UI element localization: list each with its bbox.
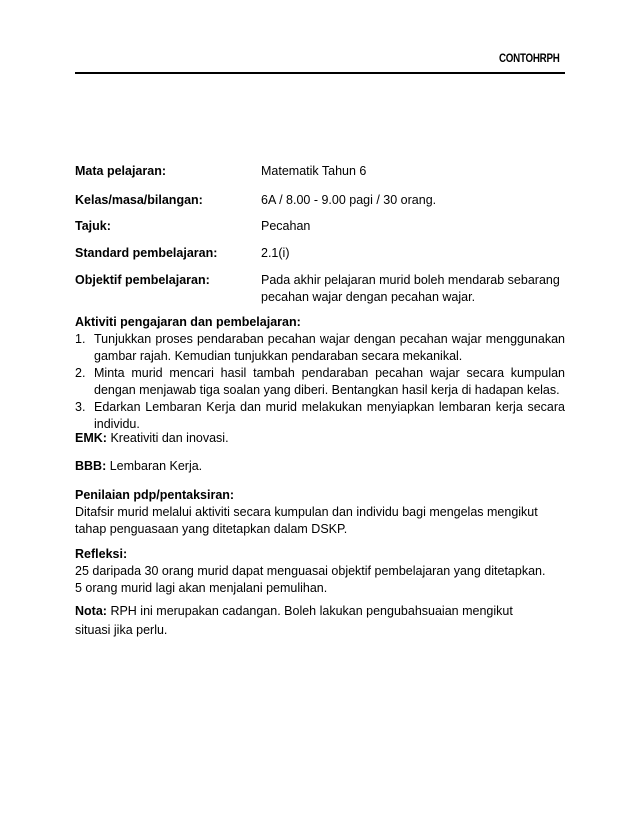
meta-value: Pada akhir pelajaran murid boleh mendarab sebarang pecahan wajar dengan pecahan wajar.	[261, 273, 560, 304]
activities-list	[75, 331, 565, 433]
list-item	[75, 365, 565, 399]
meta-key: Tajuk:	[75, 219, 111, 233]
header-rule	[75, 72, 565, 74]
note-text: RPH ini merupakan cadangan. Boleh lakukan pengubahsuaian mengikut situasi jika perlu.	[75, 604, 513, 637]
assessment-title: Penilaian pdp/pentaksiran:	[75, 488, 235, 502]
activities-section	[75, 314, 565, 433]
list-item	[75, 399, 565, 433]
emk-section	[75, 430, 565, 447]
assessment-line: Ditafsir murid melalui aktiviti secara kumpulan dan individu bagi mengelas mengikut	[75, 505, 538, 519]
list-item-number: 2.	[75, 366, 86, 380]
bbb-section	[75, 458, 565, 475]
list-item-number: 3.	[75, 400, 86, 414]
list-item-text: Minta murid mencari hasil tambah pendaraban pecahan wajar secara kumpulan dengan menjawab tiga soalan yang diberi. Bentangkan hasil kerja di hadapan kelas.	[94, 366, 565, 397]
reflection-line: 5 orang murid lagi akan menjalani pemulihan.	[75, 581, 328, 595]
list-item-number: 1.	[75, 332, 86, 346]
bbb-label: BBB:	[75, 459, 107, 473]
emk-label: EMK:	[75, 431, 107, 445]
meta-key: Mata pelajaran:	[75, 164, 167, 178]
meta-value: 2.1(i)	[261, 246, 290, 260]
meta-value: Pecahan	[261, 219, 311, 233]
note-label: Nota:	[75, 604, 107, 618]
header-label: CONTOHRPH	[499, 53, 560, 65]
bbb-text: Lembaran Kerja.	[109, 459, 203, 473]
meta-key: Kelas/masa/bilangan:	[75, 193, 203, 207]
assessment-line: tahap penguasaan yang ditetapkan dalam DSKP.	[75, 522, 348, 536]
list-item-text: Edarkan Lembaran Kerja dan murid melakukan menyiapkan lembaran kerja secara individu.	[94, 400, 565, 431]
note-section	[75, 602, 545, 640]
reflection-section	[75, 546, 565, 597]
reflection-title: Refleksi:	[75, 547, 128, 561]
meta-value: 6A / 8.00 - 9.00 pagi / 30 orang.	[261, 193, 437, 207]
emk-text: Kreativiti dan inovasi.	[110, 431, 229, 445]
list-item	[75, 331, 565, 365]
assessment-section	[75, 487, 565, 538]
list-item-text: Tunjukkan proses pendaraban pecahan wajar dengan pecahan wajar menggunakan gambar rajah. Kemudian tunjukkan pendaraban secara mekanikal.	[94, 332, 565, 363]
activities-title: Aktiviti pengajaran dan pembelajaran:	[75, 315, 301, 329]
meta-value: Matematik Tahun 6	[261, 164, 367, 178]
meta-key: Objektif pembelajaran:	[75, 273, 210, 287]
reflection-line: 25 daripada 30 orang murid dapat menguasai objektif pembelajaran yang ditetapkan.	[75, 564, 546, 578]
meta-key: Standard pembelajaran:	[75, 246, 218, 260]
